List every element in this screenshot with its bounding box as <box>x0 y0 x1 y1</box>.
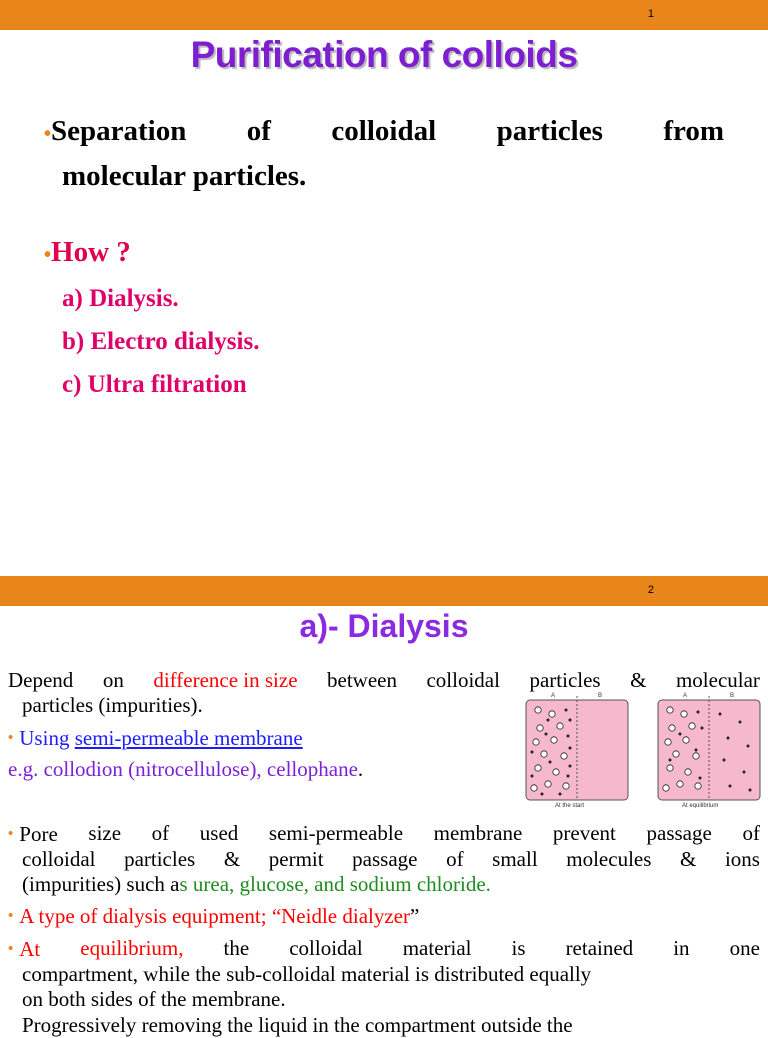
word: material <box>402 936 472 960</box>
cut-off-line <box>22 1013 760 1038</box>
word: of <box>151 821 170 845</box>
example-line <box>8 757 363 782</box>
small-molecule-dot <box>531 775 533 777</box>
colloid-particle <box>663 785 669 791</box>
word: of <box>446 847 464 871</box>
slide-header-bar <box>0 0 768 30</box>
colloid-particle <box>533 739 539 745</box>
small-molecule-dot <box>547 719 549 721</box>
bullet-dot-icon: • <box>8 825 14 842</box>
compartment-a-label: A <box>551 693 556 699</box>
example-period: . <box>357 757 364 781</box>
colloid-particle <box>667 765 673 771</box>
bullet-dot-icon: • <box>44 123 52 145</box>
page-number: 1 <box>647 8 654 20</box>
colloid-particle <box>553 769 559 775</box>
small-molecule-dot <box>545 733 547 735</box>
word: prevent <box>552 821 616 845</box>
colloid-particle <box>689 723 695 729</box>
small-molecule-dot <box>729 785 731 787</box>
word: ions <box>724 847 760 871</box>
word: & <box>680 847 697 871</box>
small-molecule-dot <box>567 775 569 777</box>
method-item: b) Electro dialysis. <box>62 328 260 355</box>
word: molecules <box>566 847 652 871</box>
colloid-particle <box>535 765 541 771</box>
small-molecule-dot <box>559 793 561 795</box>
pore-line3-text: (impurities) such a <box>22 872 180 896</box>
word: used <box>199 821 239 845</box>
dialysis-diagram <box>520 688 768 808</box>
example-text: e.g. collodion (nitrocellulose), cellophane <box>8 757 358 781</box>
colloid-particle <box>677 781 683 787</box>
colloid-particle <box>681 711 687 717</box>
bullet-pore <box>8 821 760 897</box>
word: colloidal <box>331 115 437 147</box>
compartment-b-label: B <box>730 693 735 699</box>
bullet-equilibrium <box>8 936 760 1012</box>
colloid-particle <box>535 707 541 713</box>
word: between <box>327 668 397 692</box>
word: retained <box>565 936 634 960</box>
equipment-text: A type of dialysis equipment; “Neidle dialyzer <box>19 904 410 928</box>
bullet-line <box>44 110 724 155</box>
small-molecule-dot <box>697 711 699 713</box>
paragraph-line: particles (impurities). <box>22 693 203 717</box>
colloid-particle <box>551 737 557 743</box>
paragraph-line: Progressively removing the liquid in the compartment outside the <box>22 1013 573 1037</box>
impurities-examples: s urea, glucose, and sodium chloride. <box>179 872 491 896</box>
slide-2 <box>0 576 768 1037</box>
colloid-particle <box>695 783 701 789</box>
word: permit <box>268 847 324 871</box>
word: is <box>511 936 526 960</box>
small-molecule-dot <box>569 719 571 721</box>
semi-permeable-membrane-link[interactable]: semi-permeable membrane <box>74 726 303 750</box>
slide-title: Purification of colloids <box>190 34 578 75</box>
small-molecule-dot <box>531 751 533 753</box>
colloid-particle <box>667 707 673 713</box>
small-molecule-dot <box>739 721 741 723</box>
word: from <box>663 115 724 147</box>
small-molecule-dot <box>569 747 571 749</box>
bullet-dot-icon: • <box>44 244 52 266</box>
slide-title: a)- Dialysis <box>299 608 469 644</box>
colloid-particle <box>557 723 563 729</box>
word: passage <box>646 821 712 845</box>
colloid-particle <box>545 781 551 787</box>
word: colloidal <box>426 668 500 692</box>
word: particles <box>124 847 196 871</box>
page-number: 2 <box>647 584 654 596</box>
word: semi-permeable <box>268 821 404 845</box>
colloid-particle <box>561 753 567 759</box>
word: colloidal <box>22 847 96 871</box>
small-molecule-dot <box>727 737 729 739</box>
colloid-particle <box>693 753 699 759</box>
small-molecule-dot <box>719 713 721 715</box>
diagram-caption: At the start <box>555 803 585 808</box>
word: on <box>102 668 124 692</box>
paragraph-line <box>8 847 760 872</box>
paragraph-line <box>8 872 760 897</box>
small-molecule-dot <box>695 749 697 751</box>
colloid-particle <box>669 725 675 731</box>
word: Depend <box>8 668 74 692</box>
bullet-equipment <box>8 903 419 929</box>
small-molecule-dot <box>541 793 543 795</box>
slide-gap <box>0 560 768 576</box>
paragraph-line <box>8 821 760 847</box>
word: molecular <box>675 668 760 692</box>
word: difference in size <box>153 668 298 692</box>
colloid-particle <box>673 751 679 757</box>
word: small <box>492 847 538 871</box>
small-molecule-dot <box>723 759 725 761</box>
compartment-b-label: B <box>598 693 603 699</box>
slide-header-bar <box>0 576 768 606</box>
small-molecule-dot <box>569 765 571 767</box>
small-molecule-dot <box>565 709 567 711</box>
word: of <box>742 821 760 845</box>
word: one <box>729 936 760 960</box>
small-molecule-dot <box>743 771 745 773</box>
word: size <box>88 821 122 845</box>
equipment-quote: ” <box>410 904 420 928</box>
colloid-particle <box>665 739 671 745</box>
small-molecule-dot <box>747 745 749 747</box>
method-item: c) Ultra filtration <box>62 371 247 398</box>
bullet-separation <box>44 110 724 197</box>
small-molecule-dot <box>549 761 551 763</box>
colloid-particle <box>541 751 547 757</box>
diagram-caption: At equilibrium <box>682 803 719 808</box>
methods-list <box>62 285 259 414</box>
colloid-particle <box>537 725 543 731</box>
word: passage <box>352 847 418 871</box>
paragraph-line: on both sides of the membrane. <box>22 987 286 1011</box>
small-molecule-dot <box>567 735 569 737</box>
word: • Pore <box>8 822 58 846</box>
method-item: a) Dialysis. <box>62 285 179 312</box>
bullet-how <box>44 236 131 269</box>
bullet-line: molecular particles. <box>62 160 307 192</box>
compartment-a-label: A <box>683 693 688 699</box>
word: membrane <box>433 821 523 845</box>
paragraph-line: compartment, while the sub-colloidal material is distributed equally <box>22 962 592 986</box>
word: equilibrium, <box>80 936 184 960</box>
small-molecule-dot <box>699 777 701 779</box>
small-molecule-dot <box>669 759 671 761</box>
word: particles <box>496 115 603 147</box>
small-molecule-dot <box>749 789 751 791</box>
small-molecule-dot <box>679 733 681 735</box>
small-molecule-dot <box>701 727 703 729</box>
word: & <box>630 668 647 692</box>
bullet-dot-icon: • <box>8 907 14 924</box>
word: in <box>673 936 690 960</box>
how-label: How ? <box>51 236 131 268</box>
colloid-particle <box>683 737 689 743</box>
word: •Separation <box>44 115 187 147</box>
word: • At <box>8 937 41 961</box>
colloid-particle <box>549 711 555 717</box>
using-prefix: Using <box>19 726 75 750</box>
paragraph-line <box>8 936 760 962</box>
word: the <box>223 936 250 960</box>
colloid-particle <box>563 783 569 789</box>
colloid-particle <box>685 769 691 775</box>
beaker-at-start <box>526 693 628 808</box>
beaker-at-equilibrium <box>658 693 760 808</box>
bullet-dot-icon: • <box>8 940 14 957</box>
word: of <box>246 115 271 147</box>
colloid-particle <box>531 785 537 791</box>
word: particles <box>529 668 601 692</box>
word: colloidal <box>289 936 363 960</box>
bullet-dot-icon: • <box>8 729 14 746</box>
word: & <box>223 847 241 871</box>
bullet-using <box>8 725 303 751</box>
